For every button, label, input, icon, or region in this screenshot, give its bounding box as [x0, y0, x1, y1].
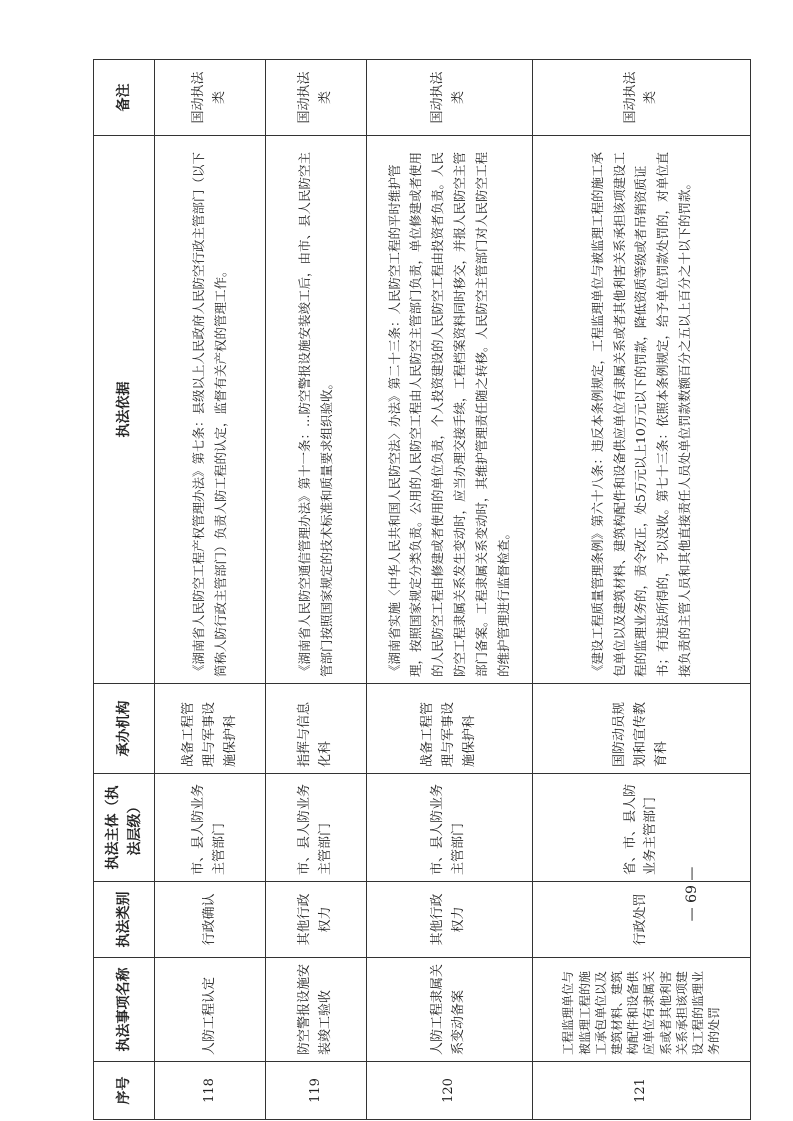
cell-agency: 国防动员规划和宣传教育科 [532, 684, 750, 774]
cell-seq: 120 [366, 1062, 532, 1120]
cell-agency: 战备工程管理与军事设施保护科 [155, 684, 266, 774]
cell-subject: 市、县人防业务主管部门 [366, 774, 532, 882]
header-basis: 执法依据 [94, 136, 155, 684]
cell-seq: 119 [266, 1062, 366, 1120]
table-row [366, 60, 532, 1120]
rotated-table-wrapper [93, 60, 751, 1120]
cell-item: 工程监理单位与被监理工程的施工承包单位以及建筑材料、建筑构配件和设备供应单位有隶属关系或者其他利害关系承担该项建设工程的监理业务的处罚 [532, 958, 750, 1062]
page-number [672, 858, 712, 938]
cell-basis: 《湖南省人民防空通信管理办法》第十一条：…防空警报设施安装竣工后，由市、县人民防空主管部门按照国家规定的技术标准和质量要求组织验收。 [266, 136, 366, 684]
header-seq: 序号 [94, 1062, 155, 1120]
header-agency: 承办机构 [94, 684, 155, 774]
cell-note: 国动执法类 [155, 60, 266, 136]
cell-subject: 省、市、县人防业务主管部门 [532, 774, 750, 882]
header-note: 备注 [94, 60, 155, 136]
header-subject: 执法主体（执法层级） [94, 774, 155, 882]
cell-category: 其他行政权力 [366, 882, 532, 958]
cell-agency: 指挥与信息化科 [266, 684, 366, 774]
cell-category: 行政处罚 [532, 882, 750, 958]
cell-subject: 市、县人防业务主管部门 [266, 774, 366, 882]
enforcement-table [93, 59, 751, 1120]
cell-subject: 市、县人防业务主管部门 [155, 774, 266, 882]
cell-basis: 《建设工程质量管理条例》第六十八条：违反本条例规定，工程监理单位与被监理工程的施工承包单位以及建筑材料、建筑构配件和设备供应单位有隶属关系或者其他利害关系承担该项建设工程的监理业务的，责令改正，处5万元以上10万元以下的罚款，降低资质等级或者吊销资质证书；有违法所得的，予以没收。第七十三条：依照本条例规定，给予单位罚款处罚的，对单位直接负责的主管人员和其他直接责任人员处单位罚款数额百分之五以上百分之十以下的罚款。 [532, 136, 750, 684]
page-number-text: — 69 — [684, 866, 700, 922]
cell-note: 国动执法类 [532, 60, 750, 136]
cell-agency: 战备工程管理与军事设施保护科 [366, 684, 532, 774]
header-category: 执法类别 [94, 882, 155, 958]
table-row [155, 60, 266, 1120]
cell-seq: 121 [532, 1062, 750, 1120]
cell-item: 防空警报设施安装竣工验收 [266, 958, 366, 1062]
header-item: 执法事项名称 [94, 958, 155, 1062]
cell-item: 人防工程认定 [155, 958, 266, 1062]
cell-note: 国动执法类 [366, 60, 532, 136]
table-row [532, 60, 750, 1120]
cell-category: 行政确认 [155, 882, 266, 958]
cell-seq: 118 [155, 1062, 266, 1120]
cell-item: 人防工程隶属关系变动备案 [366, 958, 532, 1062]
table-header-row [94, 60, 155, 1120]
table-row [266, 60, 366, 1120]
cell-basis: 《湖南省人民防空工程产权管理办法》第七条：县级以上人民政府人民防空行政主管部门（以下简称人防行政主管部门）负责人防工程的认定，监督有关产权的管理工作。 [155, 136, 266, 684]
cell-category: 其他行政权力 [266, 882, 366, 958]
cell-note: 国动执法类 [266, 60, 366, 136]
cell-basis: 《湖南省实施〈中华人民共和国人民防空法〉办法》第二十三条：人民防空工程的平时维护管理，按照国家规定分类负责。公用的人民防空工程由人民防空主管部门负责，单位修建或者使用的人民防空工程由修建或者使用的单位负责，个人投资建设的人民防空工程由投资者负责。人民防空工程隶属关系发生变动时，应当办理交接手续，工程档案资料同时移交，并报人民防空主管部门备案。工程隶属关系变动时，其维护管理责任随之转移。人民防空主管部门对人民防空工程的维护管理进行监督检查。 [366, 136, 532, 684]
